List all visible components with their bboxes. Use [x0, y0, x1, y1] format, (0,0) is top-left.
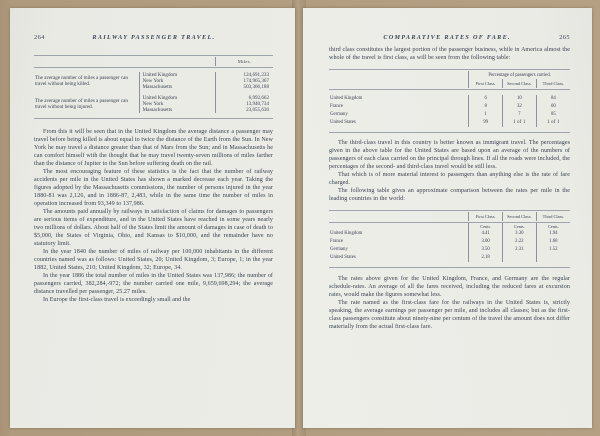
rates-per-mile-table: [329, 210, 570, 268]
table-rule-bottom: [34, 118, 273, 119]
right-running-head: [329, 34, 570, 46]
table-header-row: [34, 57, 273, 66]
paragraph: The most encouraging feature of these statistics is the fact that the number of railway accidents per mile in the United States has shown a marked decrease each year. Taking the figures adopted by the Massachusetts commissions, the number of persons injured in the year 1880-81 was 2,126, and in 1886-87, 2,483, while in the same time the number of miles in operation increased from 93,349 to 137,986.: [34, 168, 273, 207]
value-cell: 1: [469, 111, 503, 119]
unit-cell: Cents.: [469, 223, 503, 230]
value-cell: 2.18: [469, 254, 503, 262]
value-cell: 6: [469, 95, 503, 103]
table-rule-bottom: [329, 132, 570, 133]
value-cell: 32: [503, 103, 537, 111]
col-header-third-class: Third Class.: [536, 79, 570, 88]
col-header-first-class: First Class.: [469, 212, 503, 221]
value-cell: 84: [536, 95, 570, 103]
paragraph: From this it will be seen that in the United Kingdom the average distance a passenger may travel before being killed is about equal to twice the distance of the Earth from the Sun. In New York he may travel a distance greater than that of Mars from the Sun; and in Massachusetts he can comfort himself with the thought that he may travel twenty-seven millions of miles farther than the distance of Jupiter to the Sun before suffering death on the rail.: [34, 128, 273, 167]
table-row: [329, 119, 570, 127]
value-cell: 13,940,734: [216, 101, 273, 107]
table-unit-row: [329, 223, 570, 230]
left-running-head: [34, 34, 273, 46]
table-row: [329, 111, 570, 119]
paragraph: In the year 1886 the total number of miles in the United States was 137,986; the number of passengers carried, 382,284,-972; the number carried one mile, 9,659,698,294; the average distance travelled per passenger, 25.27 miles.: [34, 272, 273, 295]
table-rule-top: [329, 69, 570, 70]
value-cell: [536, 254, 570, 262]
value-cell: 1.68: [536, 238, 570, 246]
table-rule-top: [329, 210, 570, 211]
value-cell: 1.52: [536, 246, 570, 254]
paragraph: In the year 1840 the number of miles of railway per 100,000 inhabitants in the different countries named was as follows: United States, 20; United Kingdom, 3; Europe, 1; in the year 1882, United States, 210; United Kingdom, 32; Europe, 34.: [34, 248, 273, 271]
unit-cell: Cents.: [503, 223, 537, 230]
place-cell: Massachusetts: [139, 84, 215, 90]
place-cell: New York: [139, 78, 215, 84]
value-cell: 503,366,188: [216, 84, 273, 90]
value-cell: 60: [536, 103, 570, 111]
value-cell: 2.31: [503, 246, 537, 254]
table-row: [329, 254, 570, 262]
col-header-second-class: Second Class.: [503, 79, 537, 88]
table-rule-bottom: [329, 267, 570, 268]
value-cell: 1 of 1: [536, 119, 570, 127]
value-cell: 1 of 1: [503, 119, 537, 127]
paragraph: The third-class travel in this country is better known as immigrant travel. The percentages given in the above table for the United States are based upon an average of the numbers of passengers of each class carried on the principal through lines. If all the roads were included, the percentages of the second- and third-class travel would be still less.: [329, 140, 570, 171]
country-cell: United Kingdom: [330, 95, 363, 101]
col-header-first-class: First Class.: [469, 79, 503, 88]
value-cell: 2.22: [503, 238, 537, 246]
table-row: [329, 238, 570, 246]
table-rule-mid: [329, 222, 570, 223]
paragraph: The following table gives an approximate comparison between the rates per mile in the leading countries in the world:: [329, 188, 570, 203]
table-group-header-row: [329, 71, 570, 79]
value-cell: 3.30: [503, 230, 537, 238]
table-rule-mid: [34, 67, 273, 68]
paragraph: The rates above given for the United Kingdom, France, and Germany are the regular schedule-rates. An average of all the fares received, including the reduced fares at excursion rates, would make the figures somewhat less.: [329, 275, 570, 298]
mileage-table: [34, 55, 273, 119]
passenger-percentage-table: [329, 69, 570, 132]
value-cell: 3.00: [469, 238, 503, 246]
country-cell: United States: [330, 255, 356, 261]
place-cell: United Kingdom: [139, 95, 215, 101]
table-header-row: [329, 212, 570, 221]
value-cell: 8: [469, 103, 503, 111]
value-cell: 3.50: [469, 246, 503, 254]
left-page: [10, 8, 295, 428]
table-row: [329, 230, 570, 238]
paragraph: That which is of more material interest to passengers than anything else is the rate of fare charged.: [329, 172, 570, 187]
right-page: [303, 8, 592, 428]
value-cell: 99: [469, 119, 503, 127]
value-cell: 174,965,367: [216, 78, 273, 84]
place-cell: Massachusetts: [139, 107, 215, 113]
row-stub-injured: The average number of miles a passenger can travel without being injured.: [35, 98, 128, 111]
paragraph: The rate named as the first-class fare for the railways in the United States is, strictly speaking, the average earnings per passenger per mile, and includes all classes; but as the first-class passengers constitute about ninety-nine per centum of the travel the amount does not differ materially from the actual first-class fare.: [329, 299, 570, 330]
value-cell: 23,055,630: [216, 107, 273, 113]
left-running-title: RAILWAY PASSENGER TRAVEL.: [92, 34, 216, 41]
right-folio: 265: [559, 34, 570, 41]
table-header-row: [329, 79, 570, 88]
unit-cell: Cents.: [536, 223, 570, 230]
country-cell: Germany: [330, 111, 348, 117]
country-cell: United States: [330, 119, 356, 125]
value-cell: 85: [536, 111, 570, 119]
mileage-col-header: Miles.: [216, 57, 273, 66]
value-cell: 7: [503, 111, 537, 119]
table-rule-mid: [329, 89, 570, 90]
row-stub-killed: The average number of miles a passenger can travel without being killed.: [35, 75, 128, 88]
paragraph: In Europe the first-class travel is exceedingly small and the: [43, 296, 191, 303]
right-running-title: COMPARATIVE RATES OF FARE.: [383, 34, 511, 41]
left-folio: 264: [34, 34, 45, 41]
value-cell: 1.94: [536, 230, 570, 238]
country-cell: United Kingdom: [330, 231, 363, 237]
value-cell: [503, 254, 537, 262]
table-row: [329, 103, 570, 111]
country-cell: France: [330, 239, 344, 245]
group-header: Percentage of passengers carried.: [469, 71, 570, 79]
country-cell: Germany: [330, 247, 348, 253]
table-rule-top: [34, 55, 273, 56]
value-cell: 6,992,662: [216, 95, 273, 101]
value-cell: 10: [503, 95, 537, 103]
table-row: [329, 246, 570, 254]
country-cell: France: [330, 103, 344, 109]
value-cell: 4.41: [469, 230, 503, 238]
value-cell: 124,691,233: [216, 72, 273, 78]
table-row: [329, 95, 570, 103]
paragraph: third class constitutes the largest portion of the passenger business, while in America almost the whole of the travel is first class, as will be seen from the following table:: [329, 47, 570, 61]
place-cell: New York: [139, 101, 215, 107]
paragraph: The amounts paid annually by railways in satisfaction of claims for damages to passengers are serious items of expenditure, and in the United States have reached in some years nearly two millions of dollars. About half of the States limit the amount of damages in case of death to $5,000, the States of Virginia, Ohio, and Kansas to $10,000, and the remainder have no statutory limit.: [34, 208, 273, 247]
col-header-second-class: Second Class.: [503, 212, 537, 221]
col-header-third-class: Third Class.: [536, 212, 570, 221]
place-cell: United Kingdom: [139, 72, 215, 78]
